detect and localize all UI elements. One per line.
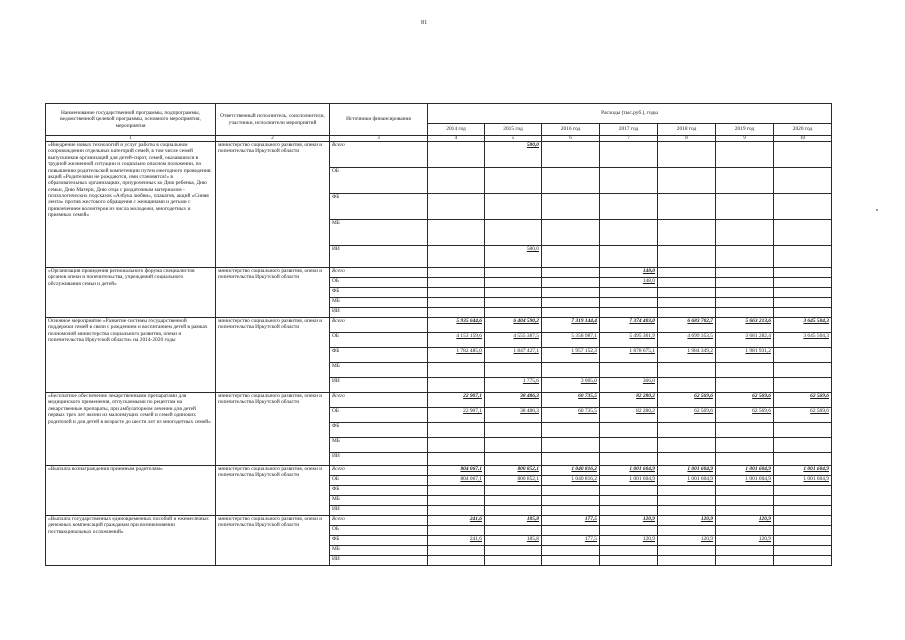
amount-cell: 38 486,3 <box>485 408 542 423</box>
amount-cell <box>716 246 774 268</box>
activity-name: «Выплата вознаграждения приемным родителям» <box>46 466 216 516</box>
amount-cell <box>716 423 774 438</box>
amount-cell <box>428 298 485 308</box>
funding-source: МБ <box>330 363 428 378</box>
amount-cell <box>600 438 658 453</box>
amount-cell: 4 699 353,5 <box>658 333 716 348</box>
amount-cell: 1 040 816,2 <box>542 476 600 486</box>
funding-source: ФБ <box>330 486 428 496</box>
amount-cell: 800 852,1 <box>485 476 542 486</box>
amount-cell <box>716 268 774 278</box>
amount-cell <box>428 142 485 168</box>
amount-cell <box>774 423 832 438</box>
amount-cell: 366,0 <box>600 378 658 393</box>
column-number: 5 <box>485 136 542 142</box>
amount-cell: 1 001 604,9 <box>658 476 716 486</box>
amount-cell <box>600 194 658 220</box>
amount-cell <box>542 423 600 438</box>
amount-cell: 4 153 159,6 <box>428 333 485 348</box>
table-row <box>46 516 832 526</box>
amount-cell: 120,9 <box>658 536 716 546</box>
funding-source: МБ <box>330 220 428 246</box>
header-year: 2015 год <box>485 124 542 136</box>
table-row <box>46 142 832 168</box>
amount-cell: 580,0 <box>485 142 542 168</box>
amount-cell <box>716 496 774 506</box>
header-name: Наименование государственной программы, подпрограммы, ведомственной целевой программы, основного мероприятия, мероприятия <box>46 104 216 136</box>
activity-name: «Бесплатное обеспечение лекарственными препаратами для медицинского применения, отпускаемыми по рецептам на лекарственные препараты, при амбулаторном лечении для детей первых трех лет жизни из малоимущих семей и семей одиноких родителей и для детей в возрасте до шести лет из многодетных семей» <box>46 393 216 466</box>
amount-cell <box>600 546 658 556</box>
amount-cell <box>600 486 658 496</box>
amount-cell <box>774 556 832 566</box>
amount-cell <box>774 526 832 536</box>
amount-cell <box>716 546 774 556</box>
responsible-executor: министерство социального развития, опеки и попечительства Иркутской области <box>216 318 330 393</box>
amount-cell <box>542 142 600 168</box>
amount-cell: 1 775,6 <box>485 378 542 393</box>
amount-cell <box>600 246 658 268</box>
amount-cell: 3 645 504,3 <box>774 333 832 348</box>
amount-cell <box>428 288 485 298</box>
amount-cell: 1 001 604,9 <box>600 476 658 486</box>
amount-cell <box>774 220 832 246</box>
amount-cell <box>658 438 716 453</box>
amount-cell <box>542 363 600 378</box>
amount-cell: 177,5 <box>542 536 600 546</box>
column-number: 6 <box>542 136 600 142</box>
funding-source: ИИ <box>330 308 428 318</box>
header-year: 2017 год <box>600 124 658 136</box>
amount-cell <box>658 288 716 298</box>
amount-cell: 1 001 604,9 <box>716 476 774 486</box>
amount-cell: 62 569,6 <box>716 393 774 408</box>
header-year: 2020 год <box>774 124 832 136</box>
amount-cell <box>716 308 774 318</box>
amount-cell <box>658 194 716 220</box>
amount-cell <box>658 268 716 278</box>
amount-cell <box>658 546 716 556</box>
funding-source: ОБ <box>330 168 428 194</box>
amount-cell <box>428 546 485 556</box>
amount-cell: 120,9 <box>716 536 774 546</box>
amount-cell <box>428 438 485 453</box>
amount-cell <box>542 308 600 318</box>
amount-cell <box>428 506 485 516</box>
amount-cell <box>428 278 485 288</box>
funding-source: Всего <box>330 268 428 278</box>
amount-cell: 7 319 144,4 <box>542 318 600 333</box>
amount-cell <box>542 486 600 496</box>
amount-cell <box>428 220 485 246</box>
amount-cell: 1 001 604,9 <box>774 476 832 486</box>
amount-cell <box>658 496 716 506</box>
header-year: 2018 год <box>658 124 716 136</box>
amount-cell: 82 280,2 <box>600 393 658 408</box>
amount-cell: 5 663 213,6 <box>716 318 774 333</box>
amount-cell: 1 001 604,9 <box>716 466 774 476</box>
funding-source: Всего <box>330 318 428 333</box>
amount-cell: 6 683 702,7 <box>658 318 716 333</box>
amount-cell <box>542 496 600 506</box>
amount-cell <box>428 168 485 194</box>
amount-cell: 22 907,1 <box>428 408 485 423</box>
funding-source: ОБ <box>330 476 428 486</box>
header-year: 2014 год <box>428 124 485 136</box>
funding-source: Всего <box>330 393 428 408</box>
amount-cell <box>542 168 600 194</box>
column-number: 3 <box>330 136 428 142</box>
amount-cell: 62 569,6 <box>774 408 832 423</box>
funding-source: ИИ <box>330 453 428 466</box>
amount-cell: 4 555 387,5 <box>485 333 542 348</box>
table-row <box>46 318 832 333</box>
amount-cell <box>428 378 485 393</box>
amount-cell <box>774 453 832 466</box>
amount-cell <box>485 486 542 496</box>
amount-cell <box>600 168 658 194</box>
amount-cell <box>658 486 716 496</box>
amount-cell <box>485 298 542 308</box>
amount-cell: 62 569,6 <box>658 393 716 408</box>
amount-cell <box>600 496 658 506</box>
amount-cell <box>774 506 832 516</box>
amount-cell: 6 404 590,2 <box>485 318 542 333</box>
amount-cell: 1 957 152,3 <box>542 348 600 363</box>
amount-cell: 580,0 <box>485 246 542 268</box>
amount-cell: 1 782 485,0 <box>428 348 485 363</box>
amount-cell: 241,6 <box>428 536 485 546</box>
funding-source: ОБ <box>330 333 428 348</box>
table-row <box>46 393 832 408</box>
funding-source: ИИ <box>330 246 428 268</box>
column-number: 9 <box>716 136 774 142</box>
amount-cell <box>542 288 600 298</box>
amount-cell <box>716 453 774 466</box>
amount-cell <box>485 506 542 516</box>
amount-cell <box>774 438 832 453</box>
header-responsible: Ответственный исполнитель, соисполнители, участники, исполнители мероприятий <box>216 104 330 136</box>
amount-cell <box>485 220 542 246</box>
page-number: 81 <box>421 20 428 26</box>
amount-cell <box>600 220 658 246</box>
amount-cell: 177,5 <box>542 516 600 526</box>
funding-source: МБ <box>330 298 428 308</box>
amount-cell: 148,0 <box>600 268 658 278</box>
amount-cell <box>658 246 716 268</box>
amount-cell: 82 280,2 <box>600 408 658 423</box>
amount-cell <box>774 168 832 194</box>
activity-name: «Выплата государственных единовременных пособий и ежемесячных денежных компенсаций гражданам при возникновении поствакцинальных осложнений» <box>46 516 216 566</box>
amount-cell <box>658 378 716 393</box>
amount-cell <box>428 496 485 506</box>
amount-cell: 804 067,1 <box>428 476 485 486</box>
amount-cell <box>774 288 832 298</box>
amount-cell <box>774 546 832 556</box>
amount-cell: 804 067,1 <box>428 466 485 476</box>
amount-cell <box>774 142 832 168</box>
funding-source: МБ <box>330 496 428 506</box>
amount-cell: 120,9 <box>716 516 774 526</box>
amount-cell <box>716 298 774 308</box>
amount-cell <box>428 526 485 536</box>
amount-cell: 120,9 <box>600 516 658 526</box>
amount-cell: 1 040 816,2 <box>542 466 600 476</box>
funding-source: ФБ <box>330 194 428 220</box>
amount-cell <box>600 308 658 318</box>
amount-cell <box>600 363 658 378</box>
funding-source: ИИ <box>330 378 428 393</box>
amount-cell <box>774 308 832 318</box>
amount-cell <box>600 298 658 308</box>
amount-cell: 5 935 644,6 <box>428 318 485 333</box>
funding-source: ФБ <box>330 423 428 438</box>
column-number: 2 <box>216 136 330 142</box>
amount-cell: 60 735,5 <box>542 393 600 408</box>
amount-cell <box>774 486 832 496</box>
amount-cell <box>716 142 774 168</box>
funding-source: ИИ <box>330 556 428 566</box>
amount-cell: 60 735,5 <box>542 408 600 423</box>
amount-cell <box>716 506 774 516</box>
amount-cell: 7 374 403,0 <box>600 318 658 333</box>
amount-cell <box>485 438 542 453</box>
amount-cell <box>542 278 600 288</box>
column-number: 4 <box>428 136 485 142</box>
amount-cell: 5 358 987,1 <box>542 333 600 348</box>
amount-cell <box>485 496 542 506</box>
column-number: 10 <box>774 136 832 142</box>
amount-cell <box>716 486 774 496</box>
amount-cell: 1 001 604,9 <box>658 466 716 476</box>
amount-cell <box>716 363 774 378</box>
amount-cell: 185,8 <box>485 536 542 546</box>
amount-cell <box>600 142 658 168</box>
header-source: Источники финансирования <box>330 104 428 136</box>
amount-cell: 241,6 <box>428 516 485 526</box>
amount-cell <box>658 363 716 378</box>
column-number: 1 <box>46 136 216 142</box>
amount-cell <box>658 526 716 536</box>
amount-cell <box>716 378 774 393</box>
funding-source: ОБ <box>330 526 428 536</box>
scan-dot <box>876 209 878 211</box>
amount-cell <box>774 278 832 288</box>
amount-cell <box>774 268 832 278</box>
amount-cell: 5 495 361,9 <box>600 333 658 348</box>
amount-cell <box>716 168 774 194</box>
amount-cell <box>774 378 832 393</box>
amount-cell <box>428 363 485 378</box>
responsible-executor: министерство социального развития, опеки и попечительства Иркутской области <box>216 466 330 516</box>
activity-name: Основное мероприятие «Развитие системы государственной поддержки семей в связи с рождением и воспитанием детей в рамках полномочий министерства социального развития, опеки и попечительства Иркутской области» на 2014-2020 годы <box>46 318 216 393</box>
amount-cell <box>658 168 716 194</box>
amount-cell <box>658 308 716 318</box>
funding-source: ИИ <box>330 506 428 516</box>
amount-cell <box>542 298 600 308</box>
amount-cell <box>542 438 600 453</box>
amount-cell: 1 878 675,1 <box>600 348 658 363</box>
column-number: 7 <box>600 136 658 142</box>
amount-cell <box>542 194 600 220</box>
responsible-executor: министерство социального развития, опеки и попечительства Иркутской области <box>216 516 330 566</box>
amount-cell <box>428 194 485 220</box>
amount-cell <box>774 194 832 220</box>
header-year: 2016 год <box>542 124 600 136</box>
amount-cell: 120,9 <box>658 516 716 526</box>
column-number: 8 <box>658 136 716 142</box>
amount-cell: 38 486,3 <box>485 393 542 408</box>
amount-cell <box>716 194 774 220</box>
amount-cell <box>600 288 658 298</box>
amount-cell <box>428 246 485 268</box>
amount-cell <box>485 278 542 288</box>
amount-cell: 1 001 604,9 <box>774 466 832 476</box>
amount-cell <box>485 363 542 378</box>
amount-cell <box>658 423 716 438</box>
funding-source: Всего <box>330 466 428 476</box>
amount-cell: 3 681 282,4 <box>716 333 774 348</box>
funding-source: МБ <box>330 438 428 453</box>
amount-cell <box>658 298 716 308</box>
amount-cell <box>542 246 600 268</box>
table-row <box>46 466 832 476</box>
financing-table <box>45 103 832 566</box>
header-year: 2019 год <box>716 124 774 136</box>
amount-cell: 120,9 <box>600 536 658 546</box>
amount-cell <box>716 220 774 246</box>
funding-source: ФБ <box>330 348 428 363</box>
amount-cell <box>716 288 774 298</box>
amount-cell <box>428 556 485 566</box>
amount-cell <box>485 453 542 466</box>
funding-source: ФБ <box>330 288 428 298</box>
amount-cell <box>600 556 658 566</box>
header-expenses: Расходы (тыс.руб.), годы <box>428 104 832 124</box>
amount-cell <box>774 246 832 268</box>
amount-cell <box>485 423 542 438</box>
amount-cell: 800 852,1 <box>485 466 542 476</box>
amount-cell <box>774 348 832 363</box>
amount-cell <box>542 556 600 566</box>
amount-cell <box>774 298 832 308</box>
amount-cell <box>774 536 832 546</box>
amount-cell <box>774 516 832 526</box>
amount-cell <box>600 526 658 536</box>
amount-cell <box>428 423 485 438</box>
amount-cell <box>428 268 485 278</box>
amount-cell: 1 847 427,1 <box>485 348 542 363</box>
amount-cell: 62 569,6 <box>658 408 716 423</box>
amount-cell <box>542 453 600 466</box>
amount-cell <box>542 546 600 556</box>
amount-cell: 1 981 931,2 <box>716 348 774 363</box>
amount-cell: 62 569,6 <box>716 408 774 423</box>
amount-cell: 3 645 504,3 <box>774 318 832 333</box>
amount-cell <box>774 363 832 378</box>
amount-cell <box>542 220 600 246</box>
amount-cell <box>485 546 542 556</box>
funding-source: ОБ <box>330 278 428 288</box>
amount-cell <box>485 268 542 278</box>
amount-cell: 185,8 <box>485 516 542 526</box>
table-row <box>46 268 832 278</box>
amount-cell: 62 569,6 <box>774 393 832 408</box>
amount-cell <box>658 278 716 288</box>
amount-cell <box>774 496 832 506</box>
amount-cell: 1 984 349,2 <box>658 348 716 363</box>
amount-cell <box>542 526 600 536</box>
funding-source: Всего <box>330 516 428 526</box>
amount-cell <box>428 453 485 466</box>
amount-cell <box>485 526 542 536</box>
responsible-executor: министерство социального развития, опеки и попечительства Иркутской области <box>216 142 330 268</box>
amount-cell <box>542 506 600 516</box>
table-body <box>46 142 832 566</box>
amount-cell: 148,0 <box>600 278 658 288</box>
responsible-executor: министерство социального развития, опеки и попечительства Иркутской области <box>216 393 330 466</box>
amount-cell <box>716 526 774 536</box>
responsible-executor: министерство социального развития, опеки и попечительства Иркутской области <box>216 268 330 318</box>
amount-cell <box>716 556 774 566</box>
amount-cell <box>542 268 600 278</box>
amount-cell <box>485 168 542 194</box>
amount-cell <box>600 453 658 466</box>
activity-name: «Организация проведения регионального форума специалистов органов опеки и попечительства, учреждений социального обслуживания семьи и детей» <box>46 268 216 318</box>
funding-source: Всего <box>330 142 428 168</box>
amount-cell <box>485 288 542 298</box>
amount-cell <box>428 486 485 496</box>
amount-cell <box>658 556 716 566</box>
amount-cell <box>658 453 716 466</box>
amount-cell: 1 001 604,9 <box>600 466 658 476</box>
amount-cell <box>716 278 774 288</box>
amount-cell <box>428 308 485 318</box>
funding-source: МБ <box>330 546 428 556</box>
amount-cell: 22 907,1 <box>428 393 485 408</box>
amount-cell <box>600 506 658 516</box>
amount-cell <box>658 220 716 246</box>
amount-cell <box>485 308 542 318</box>
amount-cell <box>716 438 774 453</box>
funding-source: ОБ <box>330 408 428 423</box>
amount-cell <box>600 423 658 438</box>
amount-cell <box>485 556 542 566</box>
activity-name: «Внедрение новых технологий и услуг работы в социальном сопровождении отдельных категорий семей, в том числе семей выпускников организаций для детей-сирот, семей, оказавшихся в трудной жизненной ситуации и социально опасном положении, по повышению родительской компетенции путем ежегодного проведения: акций «Родителями не рождаются, ими становятся!» в образовательных организациях, приуроченных ко Дню ребенка, Дню семьи, Дню Матери, Дню отца с раздаточным материалом - психологических подсказок «Азбука любви», плакатов, акций «Синяя лента» против жестокого обращения с женщинами и детьми с привлечением волонтеров из числа молодежи, многодетных и приемных семей» <box>46 142 216 268</box>
amount-cell <box>658 506 716 516</box>
funding-source: ФБ <box>330 536 428 546</box>
amount-cell <box>485 194 542 220</box>
amount-cell: 3 005,0 <box>542 378 600 393</box>
amount-cell <box>658 142 716 168</box>
